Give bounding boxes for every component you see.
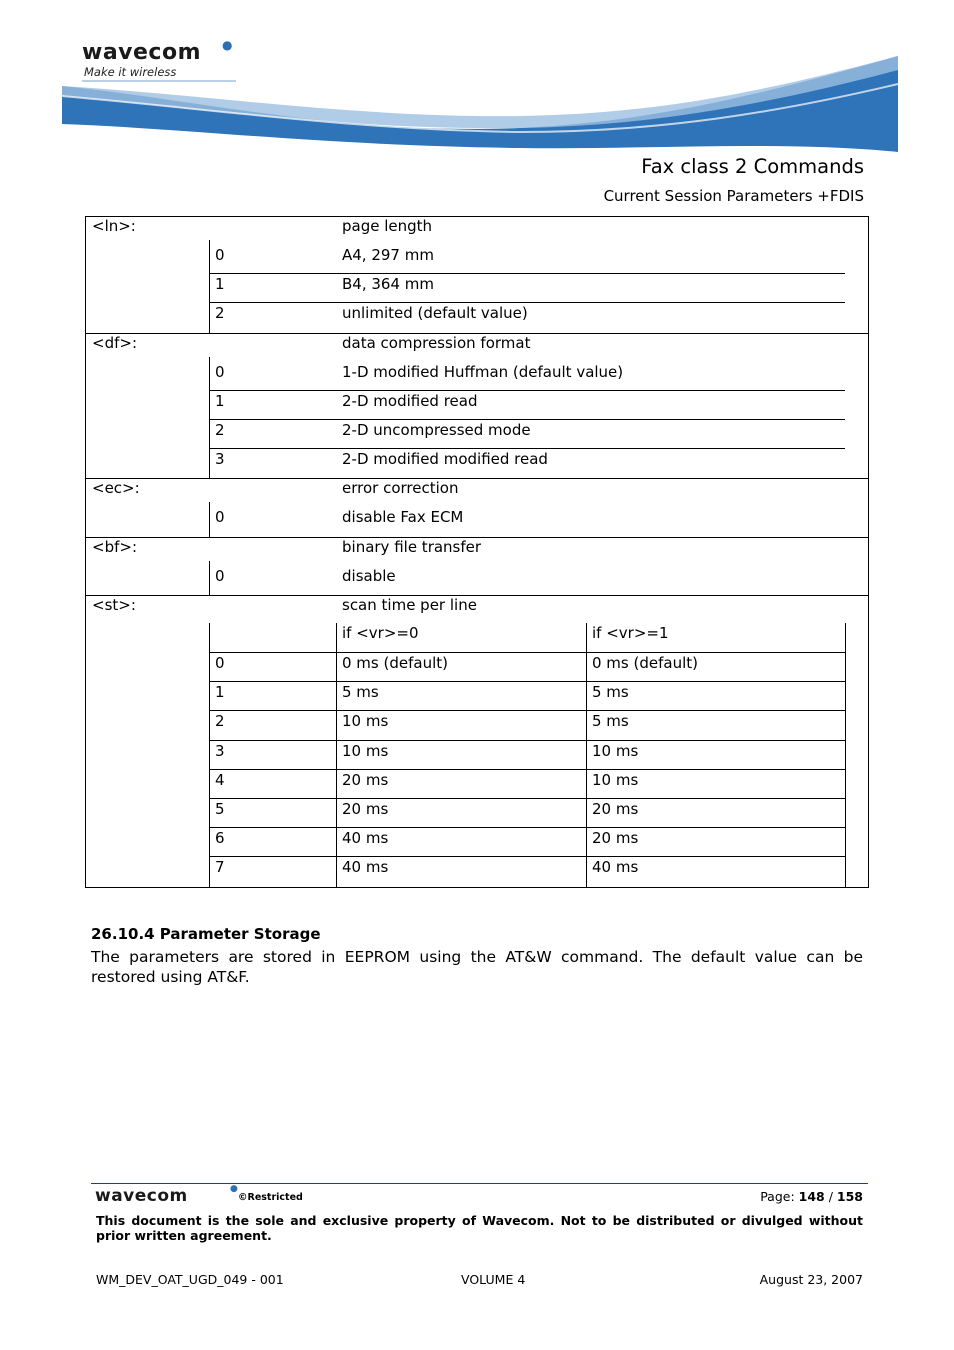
subrow-divider (209, 798, 845, 799)
section-heading: 26.10.4 Parameter Storage (91, 925, 321, 943)
param-name: <ln>: (92, 217, 136, 235)
section-paragraph: The parameters are stored in EEPROM using the AT&W command. The default value can be restored using AT&F. (91, 948, 863, 986)
value-description: 2-D uncompressed mode (342, 421, 531, 439)
footer-page-total: 158 (836, 1189, 863, 1204)
value-description-alt: 40 ms (592, 858, 639, 877)
value-description-alt: 20 ms (592, 829, 639, 848)
subrow-divider (209, 827, 845, 828)
table-top-border (85, 216, 869, 217)
value-description: 2-D modified read (342, 391, 478, 410)
page-section-subtitle: Current Session Parameters +FDIS (603, 187, 864, 205)
value-description: 20 ms (342, 800, 389, 818)
index-column-line (209, 623, 210, 887)
value-description-alt: 10 ms (592, 741, 639, 760)
value-description: 40 ms (342, 829, 389, 848)
column-header-vr0: if <vr>=0 (342, 623, 419, 642)
brand-swirl-icon: ● (222, 38, 233, 52)
subrow-divider (209, 652, 845, 653)
value-description: A4, 297 mm (342, 246, 434, 264)
param-name: <ec>: (92, 479, 140, 498)
value-index: 6 (215, 829, 225, 848)
value-index: 0 (215, 566, 225, 585)
value-description-alt: 5 ms (592, 712, 629, 731)
subrow-divider (209, 769, 845, 770)
param-description: page length (342, 217, 433, 235)
inner-right-line (845, 623, 846, 887)
value-description-alt: 20 ms (592, 800, 639, 818)
value-description-alt: 5 ms (592, 683, 629, 702)
column-header-vr1: if <vr>=1 (592, 623, 669, 642)
value-description: B4, 364 mm (342, 275, 434, 294)
value-description: 1-D modified Huffman (default value) (342, 362, 624, 381)
value-index: 2 (215, 304, 225, 323)
footer-page-label: Page: (760, 1189, 799, 1204)
value-index: 5 (215, 800, 225, 818)
value-index: 1 (215, 391, 225, 410)
subrow-divider (209, 419, 845, 420)
index-column-line (209, 561, 210, 595)
footer-page-number: 148 (798, 1189, 825, 1204)
param-bottom-border (85, 595, 869, 596)
footer-notice: This document is the sole and exclusive property of Wavecom. Not to be distributed or divulged without prior written agreement. (96, 1213, 863, 1243)
vr0-column-line (336, 623, 337, 887)
value-index: 1 (215, 275, 225, 294)
value-description: 5 ms (342, 683, 379, 702)
subrow-divider (209, 448, 845, 449)
param-description: scan time per line (342, 595, 477, 614)
param-name: <st>: (92, 595, 136, 614)
footer-doc-id: WM_DEV_OAT_UGD_049 - 001 (96, 1272, 284, 1287)
value-description: 40 ms (342, 858, 389, 877)
value-index: 3 (215, 450, 225, 469)
value-description-alt: 10 ms (592, 770, 639, 789)
subrow-divider (209, 856, 845, 857)
value-index: 0 (215, 362, 225, 381)
param-bottom-border (85, 887, 869, 888)
vr1-column-line (586, 623, 587, 887)
param-name: <df>: (92, 333, 137, 352)
value-index: 7 (215, 858, 225, 877)
value-description: 10 ms (342, 741, 389, 760)
subrow-divider (209, 710, 845, 711)
value-description: 2-D modified modified read (342, 450, 548, 469)
footer-logo: wavecom (95, 1186, 188, 1206)
param-description: binary file transfer (342, 537, 482, 556)
value-index: 0 (215, 508, 225, 527)
value-index: 3 (215, 741, 225, 760)
subrow-divider (209, 302, 845, 303)
value-index: 4 (215, 770, 225, 789)
param-description: error correction (342, 479, 459, 498)
table-right-border (868, 216, 869, 888)
value-index: 0 (215, 246, 225, 264)
param-bottom-border (85, 478, 869, 479)
subrow-divider (209, 681, 845, 682)
value-index: 1 (215, 683, 225, 702)
param-description: data compression format (342, 333, 531, 352)
footer-restricted-label: ©Restricted (238, 1192, 303, 1203)
brand-logo: wavecom (82, 40, 202, 65)
value-index: 2 (215, 712, 225, 731)
footer-swirl-icon: ● (230, 1184, 238, 1194)
footer-rule (91, 1183, 868, 1184)
value-description: 20 ms (342, 770, 389, 789)
subrow-divider (209, 273, 845, 274)
brand-tagline: Make it wireless (84, 65, 177, 79)
value-description: unlimited (default value) (342, 304, 528, 323)
value-description: disable (342, 566, 396, 585)
value-description: 0 ms (default) (342, 654, 448, 672)
value-description: disable Fax ECM (342, 508, 464, 527)
index-column-line (209, 357, 210, 479)
subrow-divider (209, 390, 845, 391)
value-description-alt: 0 ms (default) (592, 654, 698, 672)
footer-page-separator: / (824, 1189, 837, 1204)
index-column-line (209, 502, 210, 536)
footer-page-info (760, 1189, 863, 1204)
footer-volume: VOLUME 4 (461, 1272, 526, 1287)
value-index: 2 (215, 421, 225, 439)
param-name: <bf>: (92, 537, 137, 556)
table-left-border (85, 216, 86, 888)
value-index: 0 (215, 654, 225, 672)
value-description: 10 ms (342, 712, 389, 731)
page-chapter-title: Fax class 2 Commands (641, 155, 864, 178)
index-column-line (209, 240, 210, 333)
subrow-divider (209, 740, 845, 741)
footer-date: August 23, 2007 (759, 1272, 863, 1287)
